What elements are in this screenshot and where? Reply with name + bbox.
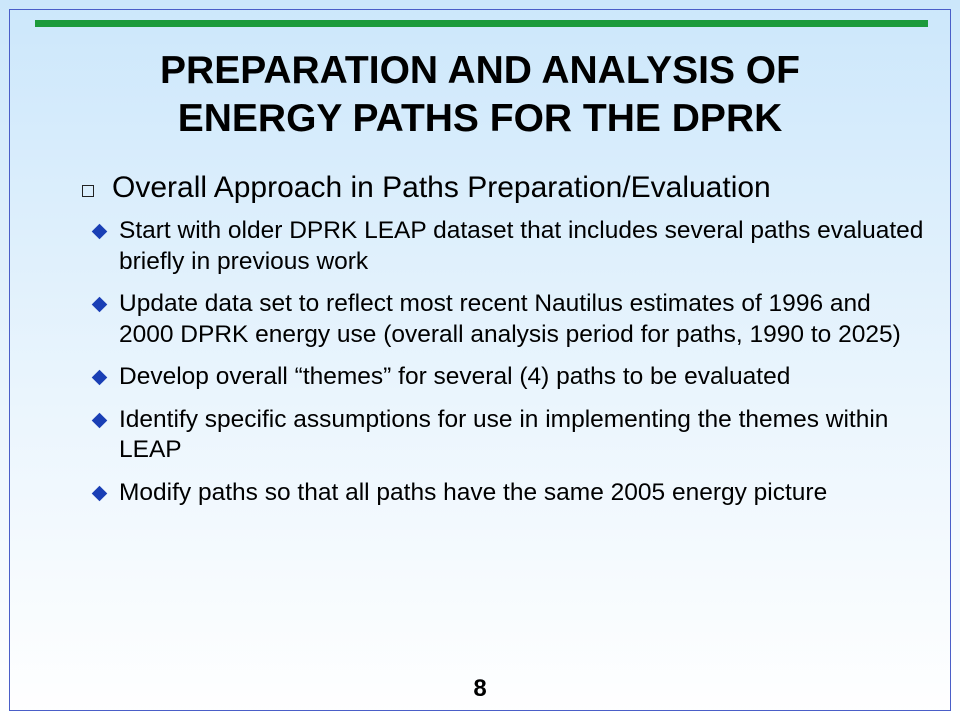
checkbox-bullet-icon — [82, 185, 94, 197]
diamond-bullet-icon — [92, 412, 108, 428]
sub-bullet — [70, 362, 930, 393]
main-bullet — [70, 168, 930, 208]
sub-bullet-text: Modify paths so that all paths have the same 2005 energy picture — [119, 478, 828, 506]
sub-bullet-text: Update data set to reflect most recent Nautilus estimates of 1996 and 2000 DPRK energy use (overall analysis period for paths, 1990 to 2025) — [119, 290, 901, 348]
sub-bullet-text: Develop overall “themes” for several (4) paths to be evaluated — [119, 363, 791, 390]
sub-bullet — [70, 289, 930, 350]
slide-content — [70, 168, 930, 520]
title-line-1: PREPARATION AND ANALYSIS OF — [160, 49, 800, 92]
diamond-bullet-icon — [92, 297, 108, 313]
diamond-bullet-icon — [92, 370, 108, 386]
diamond-bullet-icon — [92, 224, 108, 240]
sub-bullet-list — [70, 216, 930, 508]
main-bullet-text: Overall Approach in Paths Preparation/Evaluation — [112, 171, 771, 204]
slide-title — [40, 47, 920, 143]
sub-bullet — [70, 478, 930, 509]
diamond-bullet-icon — [92, 485, 108, 501]
sub-bullet — [70, 216, 930, 277]
sub-bullet-text: Start with older DPRK LEAP dataset that includes several paths evaluated briefly in previous work — [119, 217, 924, 275]
title-line-2: ENERGY PATHS FOR THE DPRK — [177, 97, 783, 140]
sub-bullet-text: Identify specific assumptions for use in implementing the themes within LEAP — [119, 405, 889, 463]
title-accent-bar — [35, 20, 928, 27]
page-number: 8 — [473, 675, 487, 702]
sub-bullet — [70, 405, 930, 466]
